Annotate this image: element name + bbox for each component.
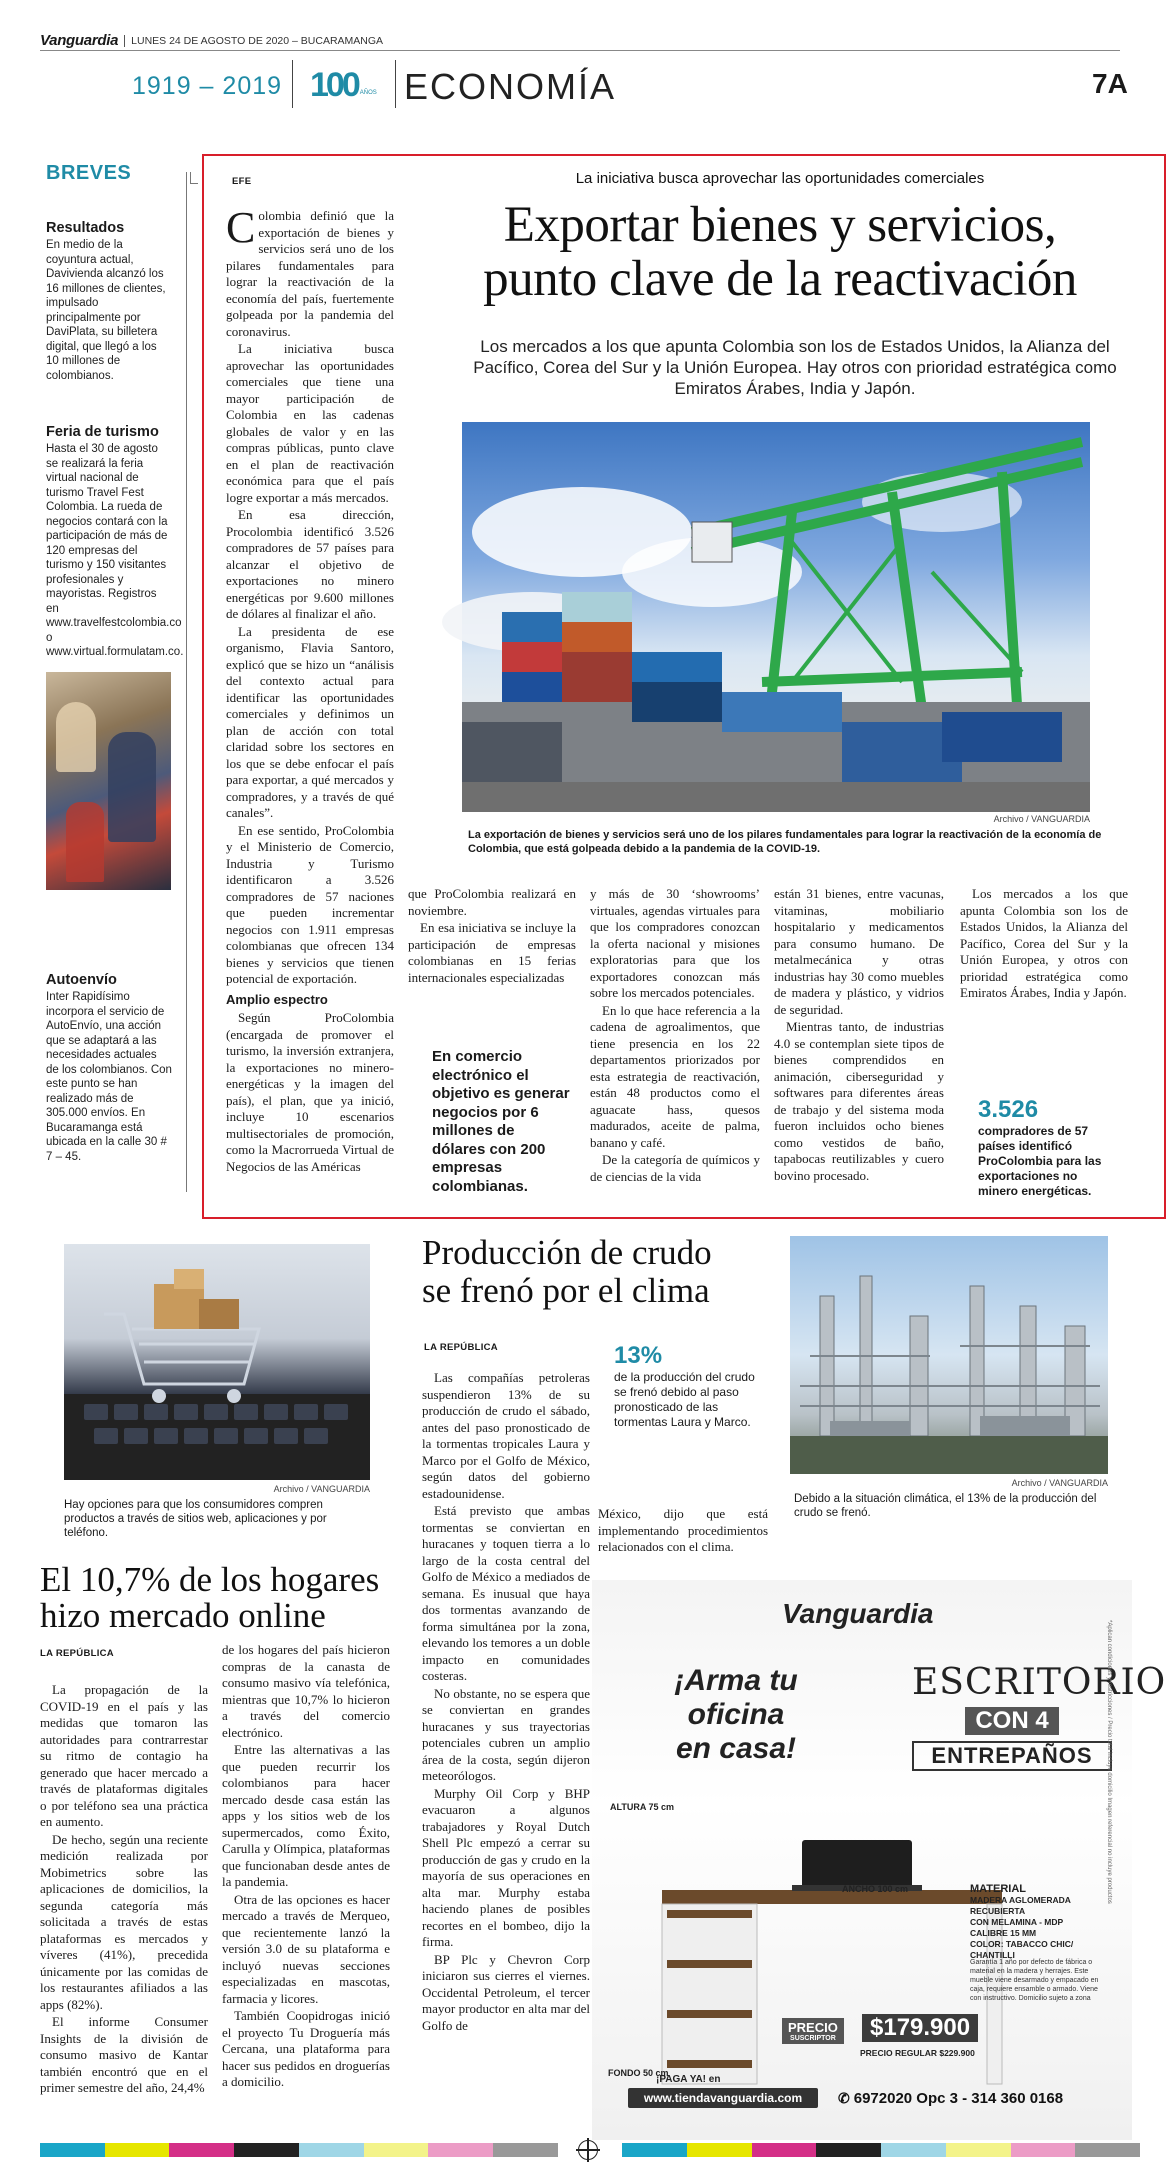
ad-pay-label: ¡PAGA YA! en: [656, 2074, 721, 2085]
refinery-photo: [790, 1236, 1108, 1474]
port-photo: [462, 422, 1090, 812]
brief-title: Feria de turismo: [46, 424, 159, 440]
main-col-2: que ProColombia realizará en noviembre. En esa iniciativa se incluye la participación de empresas colombianas en 15 ferias internacionales especializadas: [408, 886, 576, 985]
online-col-2: de los hogares del país hicieron compras de la canasta de consumo masivo vía telefónica, mientras que 10,7% lo hicieron a través del comercio electrónico. Entre las alternativas a las que pueden recurrir los colombianos para hacer mercado desde casa están las apps y los sitios web de los supermercados, como Éxito, Carulla y Olímpica, plataformas que funcionaban desde antes de la pandemia. Otra de las opciones es hacer mercado a través de Merqueo, que recientemente lanzó la versión 3.0 de su plataforma e incluyó nuevas secciones especializadas en mascotas, farmacia y licores. También Coopidrogas inició el proyecto Tu Droguería más Cercana, una plataforma para hacer sus pedidos en droguerías a domicilio.: [222, 1642, 390, 2089]
main-headline: Exportar bienes y servicios, punto clave de la reactivación: [483, 197, 1077, 307]
main-kicker: La iniciativa busca aprovechar las oportunidades comerciales: [575, 170, 985, 187]
header-divider: [292, 60, 293, 108]
brand-logo: Vanguardia: [40, 32, 119, 49]
header-divider-2: [395, 60, 396, 108]
page-number: 7A: [1092, 68, 1128, 99]
crude-col-1: Las compañías petroleras suspendieron 13% de su producción de crudo el sábado, antes del paso pronosticado de la tormentas tropicales Laura y Marco por el Golfo de México, según datos del gobierno estadounidense. Está previsto que ambas tormentas se conviertan en huracanes y toquen tierra a lo largo de la costa central del Golfo de México a mediados de semana. Es inusual que haya dos tormentas avanzando de forma simultánea por la zona, elevando los temores a un doble impacto en comunidades costeras. No obstante, no se espera que se conviertan en grandes huracanes y sus trayectorias potenciales cubren un amplio área de la costa, según dijeron meteorólogos. Murphy Oil Corp y BHP evacuaron a algunos trabajadores y Royal Dutch Shell Plc empezó a cerrar su producción de gas y crudo en la mayoría de sus operaciones en alta mar. Murphy estaba haciendo planes de posibles recortes en el bombeo, dijo la firma. BP Plc y Chevron Corp iniciaron sus cierres el viernes. Occidental Petroleum, el tercer mayor productor en alta mar del Golfo de: [422, 1370, 590, 2033]
crude-source: LA REPÚBLICA: [424, 1342, 498, 1353]
online-headline: El 10,7% de los hogares hizo mercado online: [40, 1560, 380, 1635]
online-col-1: La propagación de la COVID-19 en el país y las medidas que tomaron las autoridades para contrarrestar su ritmo de contagio ha generado que hacer mercado a través de plataformas digitales o por teléfono sea una práctica en aumento. De hecho, según una reciente medición realizada por Mobimetrics sobre las aplicaciones de domicilios, la segunda categoría más solicitada a través de estas plataformas es mercados y víveres (41%), precedida únicamente por las comidas de los restaurantes afiliados a las apps (82%). El informe Consumer Insights de la división de consumo masivo de Kantar también encontró que en el primer semestre del año, 24,4%: [40, 1682, 208, 2095]
crude-stat: 13% de la producción del crudo se frenó debido al paso pronosticado de las tormentas Laura y Marco.: [614, 1342, 755, 1429]
shopping-cart-photo: [64, 1244, 370, 1480]
ad-price: $179.900: [862, 2014, 978, 2042]
main-col-4: están 31 bienes, entre vacunas, vitaminas, mobiliario hospitalario y medicamentos para consumo humano. De metalmecánica y otras industrias hay 30 como muebles de madera y plástico, y vidrios de seguridad. Mientras tanto, de industrias 4.0 se contemplan siete tipos de bienes comprendidos en animación, ciberseguridad y softwares para diferentes áreas de trabajo y del sistema moda fueron incluidos ocho bienes como vestidos de baño, tapabocas reutilizables y cuero bovino procesado.: [774, 886, 944, 1183]
ad-phone: ✆ 6972020 Opc 3 - 314 360 0168: [838, 2090, 1064, 2107]
brief-title: Resultados: [46, 220, 125, 236]
ad-slogan: ¡Arma tu oficina en casa!: [674, 1664, 798, 1765]
brief-title: Autoenvío: [46, 972, 117, 988]
desk-advertisement[interactable]: [592, 1580, 1167, 2140]
anniversary-logo: 100 AÑOS: [310, 66, 377, 104]
brief-text: Inter Rapidísimo incorpora el servicio de AutoEnvío, una acción que se adaptará a las necesidades actuales de los colombianos. Con este punto se han realizado más de 305.000 envíos. En Bucaramanga está ubicada en la calle 30 # 7 – 45.: [46, 991, 172, 1163]
brief-item: [46, 220, 172, 383]
crude-caption: Debido a la situación climática, el 13% de la producción del crudo se frenó.: [794, 1493, 1097, 1519]
travel-fair-photo: [46, 672, 171, 890]
port-illustration: [462, 422, 1090, 812]
registration-mark-icon: [578, 2140, 598, 2160]
main-col-3: y más de 30 ‘showrooms’ virtuales, agendas virtuales para que los compradores conozcan la oferta nacional y misiones exploratorias para que los exportadores conozcan más sobre los mercados potenciales. En lo que hace referencia a la cadena de agroalimentos, que tiene presencia en los 22 departamentos priorizados por esta estrategia de reactivación, están 48 productos como el aguacate hass, quesos madurados, aceite de palma, banano y café. De la categoría de químicos y de ciencias de la vida: [590, 886, 760, 1184]
refinery-illustration: [790, 1236, 1108, 1474]
main-pullquote: En comercio electrónico el objetivo es generar negocios por 6 millones de dólares con 200 empresas colombianas.: [432, 1048, 570, 1195]
section-title: ECONOMÍA: [404, 66, 617, 107]
ad-product: ESCRITORIO CON 4 ENTREPAÑOS: [912, 1662, 1112, 1771]
briefs-bracket: [190, 172, 198, 184]
ad-dim-width: ANCHO 100 cm: [842, 1884, 909, 1894]
ad-url-button[interactable]: www.tiendavanguardia.com: [628, 2088, 818, 2108]
main-caption: La exportación de bienes y servicios será uno de los pilares fundamentales para lograr la reactivación de la economía de Colombia, que está golpeada debido a la pandemia de la COVID-19.: [468, 829, 1102, 855]
ad-material: MATERIAL MADERA AGLOMERADA RECUBIERTA CON MELAMINA - MDP CALIBRE 15 MM COLOR: TABACCO CHIC/ CHANTILLI: [970, 1883, 1074, 1960]
main-source: EFE: [232, 176, 252, 187]
crude-photo-credit: Archivo / VANGUARDIA: [1011, 1478, 1108, 1488]
briefs-header: BREVES: [46, 162, 132, 184]
ad-disclaimer: *Aplican condiciones y restricciones / Precio total incluye domicilio Imagen referencial no incluye productos: [1106, 1620, 1112, 1904]
subhead: Amplio espectro: [226, 991, 328, 1007]
main-stat: 3.526 compradores de 57 países identificó ProColombia para las exportaciones no minero energéticas.: [978, 1096, 1102, 1198]
ad-dim-height: ALTURA 75 cm: [610, 1802, 675, 1812]
brief-text: En medio de la coyuntura actual, Davivienda alcanzó los 16 millones de clientes, impulsado principalmente por DaviPlata, su billetera digital, que llegó a los 10 millones de colombianos.: [46, 239, 166, 382]
masthead: [40, 32, 1140, 112]
ad-dim-depth: FONDO 50 cm: [608, 2068, 669, 2078]
online-photo-credit: Archivo / VANGUARDIA: [273, 1484, 370, 1494]
top-rule: [40, 50, 1120, 51]
brief-item: [46, 972, 172, 1164]
online-source: LA REPÚBLICA: [40, 1648, 114, 1659]
crude-headline: Producción de crudo se frenó por el clima: [422, 1233, 712, 1310]
main-photo-credit: Archivo / VANGUARDIA: [993, 814, 1090, 824]
ad-brand: Vanguardia: [782, 1598, 934, 1629]
brief-text: Hasta el 30 de agosto se realizará la feria virtual nacional de turismo Travel Fest Colombia. La rueda de negocios contará con la participación de más de 120 empresas del turismo y 150 visitantes profesionales y mayoristas. Registros en www.travelfestcolombia.co o www.virtual.formulatam.co.: [46, 443, 184, 658]
online-caption: Hay opciones para que los consumidores compren productos a través de sitios web, aplicaciones y por teléfono.: [64, 1499, 327, 1539]
briefs-rule: [186, 172, 187, 1192]
main-deck: Los mercados a los que apunta Colombia son los de Estados Unidos, la Alianza del Pacífico, Corea del Sur y la Unión Europea. Hay otros con prioridad estratégica como Emiratos Árabes, India y Japón.: [473, 337, 1117, 398]
years: 1919 – 2019: [132, 72, 283, 100]
dropcap: C: [226, 203, 256, 252]
ad-regular-price: PRECIO REGULAR $229.900: [860, 2048, 975, 2058]
divider: [124, 35, 125, 47]
main-col-1: Colombia definió que la exportación de bienes y servicios será uno de los pilares fundamentales para lograr la reactivación de la economía del país, fuertemente golpeada por la pandemia del coronavirus. La iniciativa busca aprovechar las oportunidades comerciales que tiene una mayor participación de Colombia en las cadenas globales de valor y en las compras públicas, punto clave en el plan de reactivación económica para que el país logre exportar a más mercados. En esa dirección, Procolombia identificó 3.526 compradores de 57 países para alcanzar el objetivo de exportaciones no minero energéticas por 9.600 millones de dólares al finalizar el año. La presidenta de ese organismo, Flavia Santoro, explicó que se hizo un “análisis del contexto actual para identificar las oportunidades comerciales y definimos un plan de acción con total claridad sobre los sectores en los que se debe enfocar el país para exportar, a qué mercados y compradores, y a través de qué canales”. En ese sentido, ProColombia y el Ministerio de Comercio, Industria y Turismo identificaron a 3.526 compradores de 57 naciones que pueden incrementar negocios con 1.911 empresas colombianas que ofrecen 134 bienes y servicios que tienen potencial de exportación. Amplio espectro Según ProColombia (encargada de promover el turismo, la inversión extranjera, la exportaciones no minero-energéticas y la imagen del país), el plan, que ya inició, incluye 10 escenarios multisectoriales de promoción, como la Macrorrueda Virtual de Negocios de las Américas: [226, 203, 394, 1174]
brief-item: [46, 424, 184, 660]
briefs-column: [46, 162, 186, 1200]
crude-col-2: México, dijo que está implementando procedimientos relacionados con el clima.: [598, 1506, 768, 1554]
dateline: LUNES 24 DE AGOSTO DE 2020 – BUCARAMANGA: [131, 34, 384, 47]
ad-warranty: Garantía 1 año por defecto de fábrica o material en la madera y herrajes. Este mueble viene desarmado y empacado en caja, requiere ensamble o armado. Viene con instructivo. Domicilio sujeto a zona: [970, 1959, 1099, 2002]
phone-icon: ✆: [838, 2090, 850, 2106]
cart-illustration: [64, 1244, 370, 1480]
main-col-5: Los mercados a los que apunta Colombia son los de Estados Unidos, la Alianza del Pacífico, Corea del Sur y la Unión Europea, y otros con prioridad estratégica como Emiratos Árabes, India y Japón.: [960, 886, 1128, 1000]
ad-price-label: PRECIO SUSCRIPTOR: [782, 2018, 844, 2044]
